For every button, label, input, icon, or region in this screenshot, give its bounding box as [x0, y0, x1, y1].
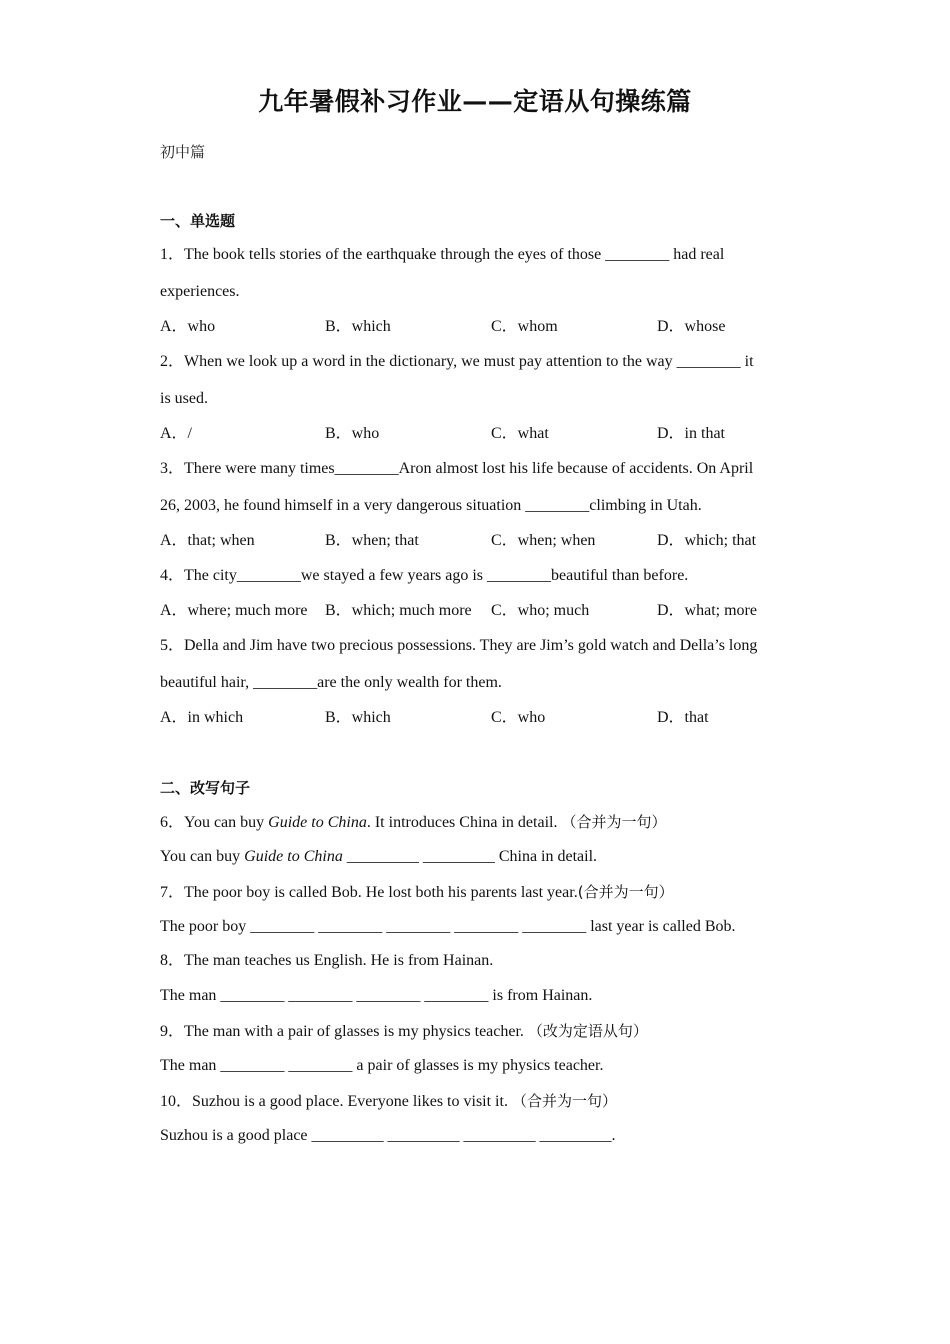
- option-a: A．/: [160, 425, 193, 442]
- option-c: C．what: [491, 425, 549, 442]
- question-4-text: 4．The city________we stayed a few years ago is ________beautiful than before.: [160, 567, 689, 584]
- question-7-answer-line: The poor boy ________ ________ ________ ________ ________ last year is called Bob.: [160, 918, 736, 935]
- q10-instruction: （合并为一句）: [511, 1092, 617, 1110]
- option-a: A．in which: [160, 709, 244, 726]
- option-b: B．when; that: [325, 532, 419, 549]
- question-2-text: 2．When we look up a word in the dictionary, we must pay attention to the way ________ it: [160, 353, 754, 370]
- q9-sentence: 9．The man with a pair of glasses is my physics teacher.: [160, 1023, 528, 1040]
- option-c: C．who; much: [491, 602, 590, 619]
- question-10-text: [160, 1090, 800, 1113]
- question-5-text-cont: beautiful hair, ________are the only wealth for them.: [160, 674, 502, 691]
- q6-book-title: Guide to China: [268, 814, 367, 831]
- question-5-options: [160, 707, 800, 729]
- section-heading-multiple-choice: 一、单选题: [160, 212, 236, 230]
- question-8-text: 8．The man teaches us English. He is from Hainan.: [160, 952, 494, 969]
- option-b: B．which: [325, 318, 391, 335]
- question-3-text-cont: 26, 2003, he found himself in a very dangerous situation ________climbing in Utah.: [160, 497, 702, 514]
- option-d: D．which; that: [657, 532, 757, 549]
- question-6-text: [160, 811, 800, 834]
- option-b: B．who: [325, 425, 380, 442]
- q9-instruction: （改为定语从句）: [527, 1022, 648, 1040]
- q7-instruction: (合并为一句）: [577, 883, 674, 901]
- q6-pre: 6．You can buy: [160, 814, 269, 831]
- question-1-text-cont: experiences.: [160, 283, 240, 300]
- question-2-text-cont: is used.: [160, 390, 208, 407]
- q10-sentence: 10．Suzhou is a good place. Everyone likes to visit it.: [160, 1093, 512, 1110]
- option-d: D．that: [657, 709, 709, 726]
- question-5-text: 5．Della and Jim have two precious possessions. They are Jim’s gold watch and Della’s long: [160, 637, 758, 654]
- option-c: C．whom: [491, 318, 558, 335]
- section-heading-rewrite: 二、改写句子: [160, 779, 251, 797]
- q7-sentence: 7．The poor boy is called Bob. He lost both his parents last year.: [160, 884, 578, 901]
- option-d: D．what; more: [657, 602, 757, 619]
- question-3-text: 3．There were many times________Aron almost lost his life because of accidents. On April: [160, 460, 754, 477]
- question-7-text: [160, 881, 800, 904]
- question-9-text: [160, 1020, 800, 1043]
- option-b: B．which; much more: [325, 602, 472, 619]
- option-d: D．whose: [657, 318, 726, 335]
- question-4-options: [160, 600, 800, 622]
- question-8-answer-line: The man ________ ________ ________ ________ is from Hainan.: [160, 987, 593, 1004]
- option-a: A．where; much more: [160, 602, 308, 619]
- option-a: A．that; when: [160, 532, 255, 549]
- question-3-options: [160, 530, 800, 552]
- q6-ans-pre: You can buy: [160, 848, 245, 865]
- option-d: D．in that: [657, 425, 725, 442]
- question-1-options: [160, 316, 800, 338]
- question-2-options: [160, 423, 800, 445]
- q6-post: . It introduces China in detail.: [366, 814, 562, 831]
- question-10-answer-line: Suzhou is a good place _________ _________ _________ _________.: [160, 1127, 616, 1144]
- option-b: B．which: [325, 709, 391, 726]
- option-a: A．who: [160, 318, 216, 335]
- q6-ans-post: _________ _________ China in detail.: [342, 848, 598, 865]
- question-9-answer-line: The man ________ ________ a pair of glasses is my physics teacher.: [160, 1057, 604, 1074]
- q6-instruction: （合并为一句）: [561, 813, 667, 831]
- q6-ans-book-title: Guide to China: [244, 848, 343, 865]
- question-6-answer-line: [160, 846, 800, 868]
- question-1-text: 1．The book tells stories of the earthquake through the eyes of those ________ had real: [160, 246, 725, 263]
- page-subtitle: 初中篇: [160, 143, 206, 161]
- page-title: 九年暑假补习作业——定语从句操练篇: [258, 87, 692, 116]
- option-c: C．when; when: [491, 532, 596, 549]
- option-c: C．who: [491, 709, 546, 726]
